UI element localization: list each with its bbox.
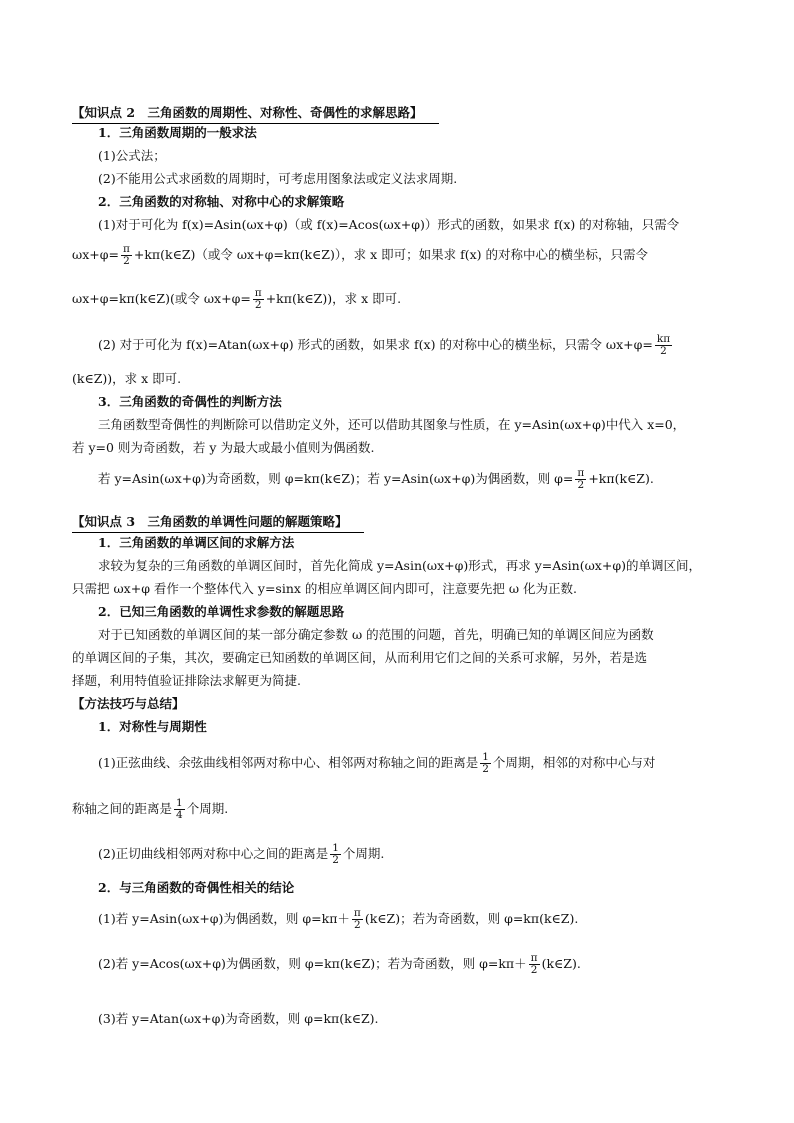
- fraction-pi-over-2: $\frac{\pi}{2}$: [530, 952, 538, 976]
- text-param-1: 对于已知函数的单调区间的某一部分确定参数 ω 的范围的问题，首先，明确已知的单调区间应为函数: [98, 627, 654, 642]
- text-param-2: 的单调区间的子集，其次，要确定已知函数的单调区间，从而利用它们之间的关系可求解，另外，若是选: [72, 650, 648, 665]
- text-conclusion-1: (1)若 y=Asin(ωx+φ)为偶函数，则 φ=kπ＋ $\frac{\pi}{2}$ (k∈Z)；若为奇函数，则 φ=kπ(k∈Z).: [98, 907, 579, 931]
- text-conclusion-3: (3)若 y=Atan(ωx+φ)为奇函数，则 φ=kπ(k∈Z).: [98, 1011, 379, 1026]
- text-symmetry-2a: (2) 对于可化为 f(x)=Atan(ωx+φ) 形式的函数，如果求 f(x) 的对称中心的横坐标，只需令 ωx+φ= $\frac{k\pi}{2}$: [98, 333, 671, 357]
- text-parity-3: 若 y=Asin(ωx+φ)为奇函数，则 φ=kπ(k∈Z)；若 y=Asin(ωx+φ)为偶函数，则 φ= $\frac{\pi}{2}$ +kπ(k∈Z).: [98, 467, 654, 491]
- text-parity-1: 三角函数型奇偶性的判断除可以借助定义外，还可以借助其图象与性质，在 y=Asin(ωx+φ)中代入 x=0，: [98, 417, 686, 432]
- text-symmetry-1b: ωx+φ= $\frac{\pi}{2}$ +kπ(k∈Z)（或令 ωx+φ=kπ(k∈Z)），求 x 即可；如果求 f(x) 的对称中心的横坐标，只需令: [72, 243, 648, 267]
- text-method-1a: (1)正弦曲线、余弦曲线相邻两对称中心、相邻两对称轴之间的距离是 $\frac{1}{2}$ 个周期，相邻的对称中心与对: [98, 751, 656, 775]
- text-param-3: 择题，利用特值验证排除法求解更为简捷.: [72, 673, 301, 688]
- text-monotonic-1: 求较为复杂的三角函数的单调区间时，首先化简成 y=Asin(ωx+φ)形式，再求 y=Asin(ωx+φ)的单调区间，: [98, 558, 701, 573]
- text-symmetry-1c: ωx+φ=kπ(k∈Z)(或令 ωx+φ= $\frac{\pi}{2}$ +kπ(k∈Z))，求 x 即可.: [72, 287, 402, 311]
- fraction-kpi-over-2: $\frac{k\pi}{2}$: [656, 333, 671, 357]
- heading-monotonic-interval: 1．三角函数的单调区间的求解方法: [98, 535, 295, 550]
- text-monotonic-2: 只需把 ωx+φ 看作一个整体代入 y=sinx 的相应单调区间内即可，注意要先把 ω 化为正数.: [72, 581, 578, 596]
- fraction-one-half: $\frac{1}{2}$: [482, 751, 489, 775]
- text-conclusion-2: (2)若 y=Acos(ωx+φ)为偶函数，则 φ=kπ(k∈Z)；若为奇函数，则 φ=kπ＋ $\frac{\pi}{2}$ (k∈Z).: [98, 952, 581, 976]
- text-symmetry-1a: (1)对于可化为 f(x)=Asin(ωx+φ)（或 f(x)=Acos(ωx+φ)）形式的函数，如果求 f(x) 的对称轴，只需令: [98, 217, 680, 232]
- section-header-k2: 【知识点 2 三角函数的周期性、对称性、奇偶性的求解思路】: [72, 104, 724, 124]
- text-method-1b: 称轴之间的距离是 $\frac{1}{4}$ 个周期.: [72, 797, 229, 821]
- heading-symmetry-period: 1．对称性与周期性: [98, 719, 207, 734]
- text-method-1c: (2)正切曲线相邻两对称中心之间的距离是 $\frac{1}{2}$ 个周期.: [98, 842, 385, 866]
- text-symmetry-2b: (k∈Z))，求 x 即可.: [72, 371, 182, 386]
- fraction-pi-over-2: $\frac{\pi}{2}$: [254, 287, 262, 311]
- fraction-one-quarter: $\frac{1}{4}$: [176, 797, 183, 821]
- text-formula-method: (1)公式法；: [98, 148, 166, 163]
- text-parity-2: 若 y=0 则为奇函数，若 y 为最大或最小值则为偶函数.: [72, 440, 375, 455]
- heading-parity-conclusions: 2．与三角函数的奇偶性相关的结论: [98, 880, 295, 895]
- fraction-pi-over-2: $\frac{\pi}{2}$: [353, 907, 361, 931]
- heading-period-method: 1．三角函数周期的一般求法: [98, 125, 257, 140]
- heading-symmetry-strategy: 2．三角函数的对称轴、对称中心的求解策略: [98, 194, 345, 209]
- fraction-pi-over-2: $\frac{\pi}{2}$: [122, 243, 130, 267]
- heading-parity-method: 3．三角函数的奇偶性的判断方法: [98, 394, 282, 409]
- section-header-k3: 【知识点 3 三角函数的单调性问题的解题策略】: [72, 513, 724, 533]
- section-header-methods: 【方法技巧与总结】: [72, 696, 185, 711]
- heading-param-method: 2．已知三角函数的单调性求参数的解题思路: [98, 604, 345, 619]
- text-graph-method: (2)不能用公式求函数的周期时，可考虑用图象法或定义法求周期.: [98, 171, 458, 186]
- fraction-one-half: $\frac{1}{2}$: [332, 842, 339, 866]
- fraction-pi-over-2: $\frac{\pi}{2}$: [577, 467, 585, 491]
